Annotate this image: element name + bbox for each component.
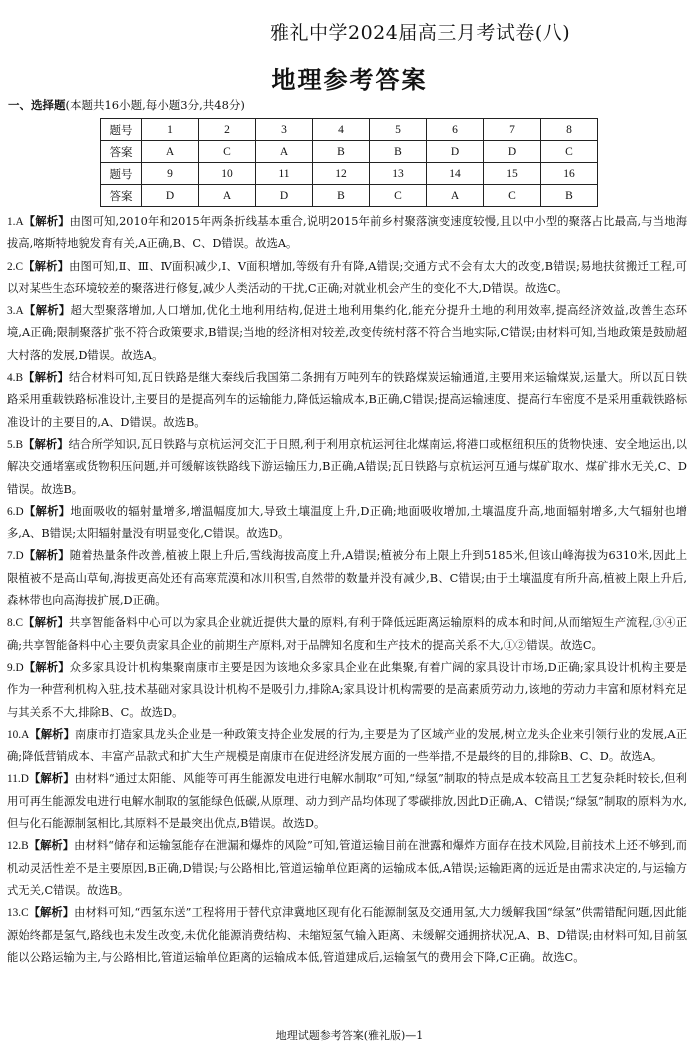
table-cell: 2 bbox=[199, 119, 256, 141]
table-cell: C bbox=[484, 185, 541, 207]
table-row bbox=[101, 141, 598, 163]
table-cell: D bbox=[427, 141, 484, 163]
table-cell: 7 bbox=[484, 119, 541, 141]
table-cell: 15 bbox=[484, 163, 541, 185]
table-cell: 16 bbox=[541, 163, 598, 185]
answer-item bbox=[7, 434, 687, 501]
analysis-tag: 【解析】 bbox=[23, 215, 70, 228]
answer-text: 结合所学知识,瓦日铁路与京杭运河交汇于日照,利于利用京杭运河往北煤南运,将港口或枢纽积压的货物快速、安全地运出,以解决交通堵塞或货物积压问题,并可缓解该铁路线下游运输压力,B正确,A错误;瓦日铁路与京杭运河互通与煤矿取水、煤矿排水无关,C、D错误。故选B。 bbox=[7, 437, 687, 496]
analysis-tag: 【解析】 bbox=[23, 616, 69, 630]
answer-text: 由材料可知,“西氢东送”工程将用于替代京津冀地区现有化石能源制氢及交通用氢,大力缓解我国“绿氢”供需错配问题,因此能源始终都是氢气,路线也未发生改变,未优化能源消费结构、未缩短氢气输入距离、未缓解交通拥挤状况,A、B、D错误;由材料可知,目前氢能以公路运输为主,与公路相比,管道运输单位距离的运输成本低,管道建成后,运输氢气的费用会下降,C正确。故选C。 bbox=[7, 906, 687, 964]
analysis-tag: 【解析】 bbox=[28, 839, 75, 853]
answer-text: 地面吸收的辐射量增多,增温幅度加大,导致土壤温度上升,D正确;地面吸收增加,土壤温度升高,地面辐射增多,大气辐射也增多,A、B错误;太阳辐射量没有明显变化,C错误。故选D。 bbox=[7, 504, 687, 541]
answer-text: 超大型聚落增加,人口增加,优化土地利用结构,促进土地利用集约化,能充分提升土地的利用效率,提高经济效益,改善生态环境,A正确;限制聚落扩张不符合政策要求,B错误;当地的经济相对较差,改变传统村落不符合当地实际,C错误;由材料可知,当地政策是鼓励超大村落的发展,D错误。故选A。 bbox=[7, 304, 687, 362]
answer-item bbox=[7, 724, 687, 769]
section-note: (本题共16小题,每小题3分,共48分) bbox=[65, 98, 245, 112]
table-cell: A bbox=[142, 141, 199, 163]
table-cell: A bbox=[427, 185, 484, 207]
analysis-tag: 【解析】 bbox=[23, 371, 69, 385]
row-label: 题号 bbox=[101, 119, 142, 141]
analysis-tag: 【解析】 bbox=[23, 549, 70, 563]
row-label: 答案 bbox=[101, 185, 142, 207]
answer-number: 1.A bbox=[7, 216, 24, 228]
table-cell: 5 bbox=[370, 119, 427, 141]
answer-text: 随着热量条件改善,植被上限上升后,雪线海拔高度上升,A错误;植被分布上限上升到5185米,但该山峰海拔为6310米,因此上限植被不是高山草甸,海拔更高处还有高寒荒漠和冰川积雪,自然带的数量并没有减少,B、C错误;由于土壤温度有所升高,植被上限上升后,森林带也向高海拔扩展,D正确。 bbox=[7, 549, 687, 608]
table-cell: 6 bbox=[427, 119, 484, 141]
answer-text: 由图可知,Ⅱ、Ⅲ、Ⅳ面积减少,Ⅰ、Ⅴ面积增加,等级有升有降,A错误;交通方式不会有太大的改变,B错误;易地扶贫搬迁工程,可以对某些生态环境较差的聚落进行修复,减少人类活动的干扰,C正确;对就业机会产生的变化不大,D错误。故选C。 bbox=[7, 259, 687, 295]
table-cell: 14 bbox=[427, 163, 484, 185]
page-footer: 地理试题参考答案(雅礼版)—1 bbox=[275, 1029, 424, 1042]
answer-table bbox=[100, 118, 598, 207]
exam-header: 雅礼中学2024届高三月考试卷(八) bbox=[270, 22, 571, 44]
table-cell: 4 bbox=[313, 119, 370, 141]
table-row bbox=[101, 119, 598, 141]
answer-text: 由材料“通过太阳能、风能等可再生能源发电进行电解水制取”可知,“绿氢”制取的特点是成本较高且工艺复杂耗时较长,但利用可再生能源发电进行电解水制取的氢能绿色低碳,从原理、动力到产品均体现了零碳排放,因此D正确,A、C错误;“绿氢”制取的原料为水,但与化石能源制氢相比,其原料不是最突出优点,B错误。故选D。 bbox=[7, 772, 687, 831]
analysis-tag: 【解析】 bbox=[28, 906, 75, 920]
answer-explanations bbox=[7, 211, 687, 969]
answer-number: 11.D bbox=[7, 773, 29, 786]
table-cell: B bbox=[313, 141, 370, 163]
table-cell: 13 bbox=[370, 163, 427, 185]
answer-number: 8.C bbox=[7, 617, 24, 630]
table-cell: 10 bbox=[199, 163, 256, 185]
answer-text: 由材料“储存和运输氢能存在泄漏和爆炸的风险”可知,管道运输目前在泄露和爆炸方面存在技术风险,目前技术上还不够到,而机动灵活性差不是主要原因,B正确,D错误;与公路相比,管道运输单位距离的运输成本低,A错误;运输距离的远近是由需求决定的,与运输方式无关,C错误。故选B。 bbox=[7, 839, 687, 897]
answer-item bbox=[7, 256, 687, 301]
analysis-tag: 【解析】 bbox=[23, 304, 71, 318]
answer-item bbox=[7, 501, 687, 546]
answer-number: 5.B bbox=[7, 438, 24, 451]
answer-item bbox=[7, 902, 687, 969]
table-cell: C bbox=[199, 141, 256, 163]
answer-item bbox=[7, 367, 687, 434]
answer-item bbox=[7, 612, 687, 657]
answer-number: 3.A bbox=[7, 305, 24, 318]
table-cell: 1 bbox=[142, 119, 199, 141]
row-label: 题号 bbox=[101, 163, 142, 185]
table-cell: 9 bbox=[142, 163, 199, 185]
answer-text: 结合材料可知,瓦日铁路是继大秦线后我国第二条拥有万吨列车的铁路煤炭运输通道,主要用来运输煤炭,运量大。所以瓦日铁路采用重载铁路标准设计,主要目的是提高列车的运输能力,降低运输成本,B正确,C错误;提高运输速度、提高行车密度不是采用重载铁路标准设计的主要目的,A、D错误。故选B。 bbox=[7, 371, 687, 429]
analysis-tag: 【解析】 bbox=[28, 772, 75, 786]
analysis-tag: 【解析】 bbox=[29, 727, 75, 741]
table-cell: A bbox=[256, 141, 313, 163]
analysis-tag: 【解析】 bbox=[23, 437, 69, 451]
table-cell: D bbox=[256, 185, 313, 207]
answer-number: 7.D bbox=[7, 550, 24, 563]
answer-text: 由图可知,2010年和2015年两条折线基本重合,说明2015年前乡村聚落演变速度较慢,且以中小型的聚落占比最高,与当地海拔高,喀斯特地貌发育有关,A正确,B、C、D错误。故选A。 bbox=[7, 215, 687, 251]
answer-text: 众多家具设计机构集聚南康市主要是因为该地众多家具企业在此集聚,有着广阔的家具设计市场,D正确;家具设计机构主要是作为一种营利机构入驻,技术基础对家具设计机构不是吸引力,排除A;家具设计机构需要的是高素质劳动力,该地的劳动力丰富和原材料充足与其关系不大,排除B、C。故选D。 bbox=[7, 660, 687, 719]
table-cell: 8 bbox=[541, 119, 598, 141]
analysis-tag: 【解析】 bbox=[23, 259, 70, 273]
table-cell: D bbox=[142, 185, 199, 207]
answer-item bbox=[7, 657, 687, 724]
page-title: 地理参考答案 bbox=[271, 66, 428, 94]
answer-number: 6.D bbox=[7, 505, 24, 518]
answer-text: 南康市打造家具龙头企业是一种政策支持企业发展的行为,主要是为了区域产业的发展,树立龙头企业来引领行业的发展,A正确;降低营销成本、丰富产品款式和扩大生产规模是南康市在促进经济发展方面的一些举措,不是最终的目的,排除B、C、D。故选A。 bbox=[7, 727, 687, 764]
table-cell: 11 bbox=[256, 163, 313, 185]
analysis-tag: 【解析】 bbox=[23, 504, 71, 518]
answer-number: 9.D bbox=[7, 661, 24, 674]
table-row bbox=[101, 185, 598, 207]
table-cell: C bbox=[370, 185, 427, 207]
table-cell: B bbox=[370, 141, 427, 163]
answer-item bbox=[7, 835, 687, 902]
table-cell: 12 bbox=[313, 163, 370, 185]
table-cell: D bbox=[484, 141, 541, 163]
answer-item bbox=[7, 768, 687, 835]
table-cell: B bbox=[313, 185, 370, 207]
row-label: 答案 bbox=[101, 141, 142, 163]
section-title: 一、选择题 bbox=[8, 98, 66, 112]
answer-number: 12.B bbox=[7, 840, 29, 853]
analysis-tag: 【解析】 bbox=[23, 660, 70, 674]
table-row bbox=[101, 163, 598, 185]
answer-item bbox=[7, 545, 687, 612]
answer-item bbox=[7, 300, 687, 367]
answer-text: 共享智能备料中心可以为家具企业就近提供大量的原料,有利于降低远距离运输原料的成本和时间,从而缩短生产流程,③④正确;共享智能备料中心主要负责家具企业的前期生产原料,对于品牌知名度和生产技术的提高关系不大,①②错误。故选C。 bbox=[7, 616, 687, 652]
answer-number: 4.B bbox=[7, 372, 24, 385]
answer-item bbox=[7, 211, 687, 256]
table-cell: 3 bbox=[256, 119, 313, 141]
table-cell: C bbox=[541, 141, 598, 163]
table-cell: A bbox=[199, 185, 256, 207]
answer-number: 13.C bbox=[7, 907, 29, 920]
section-heading bbox=[8, 97, 245, 113]
answer-number: 10.A bbox=[7, 728, 30, 741]
answer-number: 2.C bbox=[7, 260, 24, 273]
table-cell: B bbox=[541, 185, 598, 207]
